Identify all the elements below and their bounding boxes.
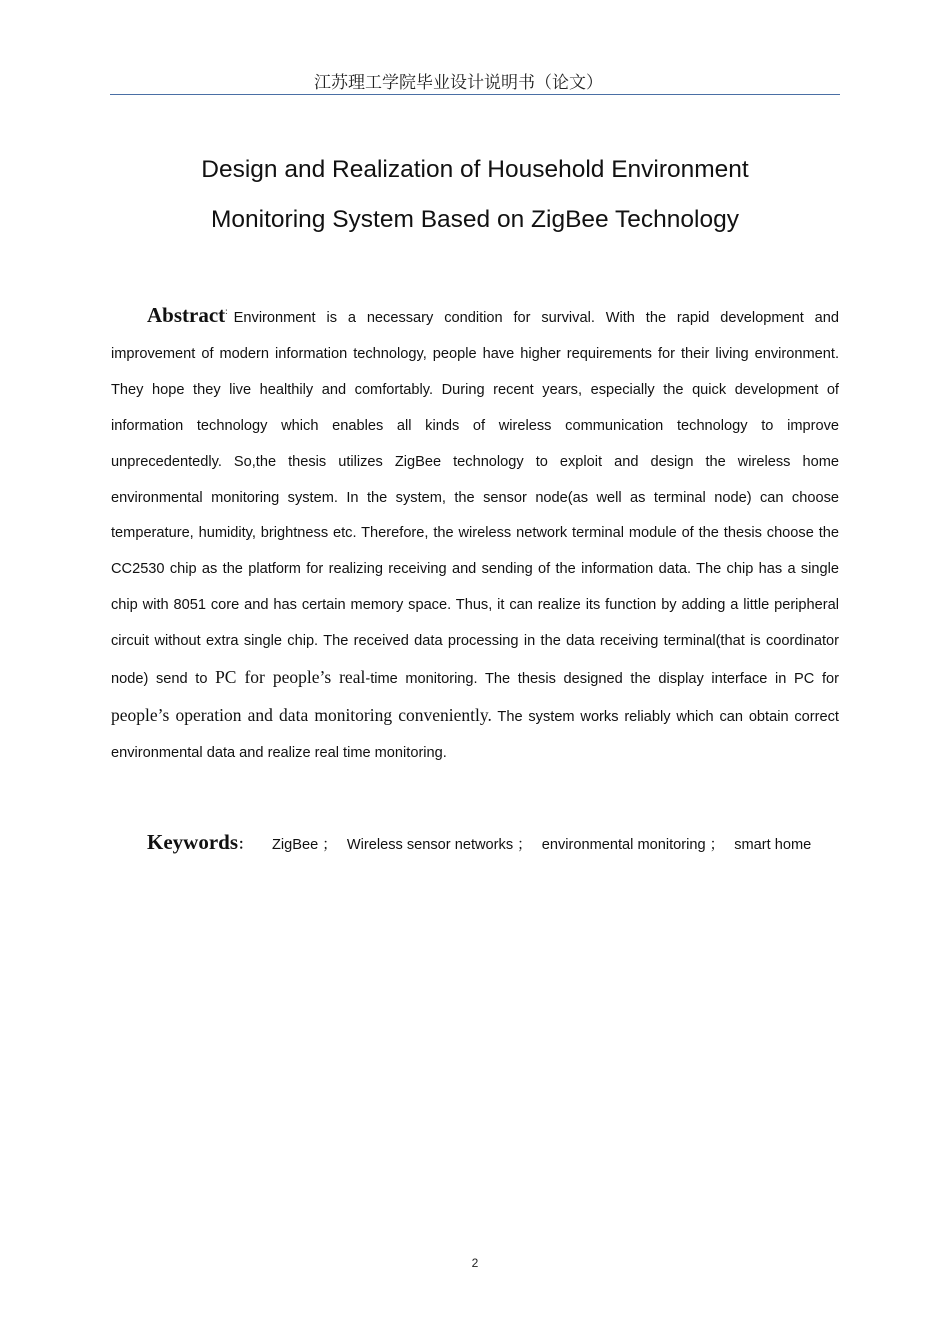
title-line-2: Monitoring System Based on ZigBee Technology (211, 206, 739, 233)
keywords-label-text: Keywords (147, 830, 238, 854)
keyword-item: Wireless sensor networks (346, 837, 514, 853)
abstract-label (147, 303, 228, 327)
paper-title (110, 145, 840, 245)
abstract-text-3: The system works reliably which can obtain correct environmental data and realize real time monitoring. (111, 708, 839, 761)
abstract-colon: : (225, 306, 228, 316)
running-header: 江苏理工学院毕业设计说明书（论文） (314, 73, 603, 93)
abstract-text-serif-2: people’s operation and data monitoring conveniently. (111, 704, 492, 725)
abstract-text-2: -time monitoring. The thesis designed the display interface in PC for (365, 671, 839, 688)
keyword-separator: ； (709, 837, 725, 853)
keyword-separator: ； (517, 837, 532, 853)
keyword-item: ZigBee (272, 837, 319, 853)
keywords-colon: ： (238, 838, 252, 853)
keywords-label (147, 830, 252, 854)
page-number: 2 (471, 1256, 479, 1270)
abstract-text-serif-1: PC for people’s real (215, 667, 366, 688)
keyword-item: environmental monitoring (541, 837, 706, 853)
abstract-label-text: Abstract (147, 303, 226, 327)
title-line-1: Design and Realization of Household Environment (201, 156, 749, 183)
keyword-separator: ； (322, 837, 337, 853)
header-rule (110, 94, 840, 95)
abstract-text-1: Environment is a necessary condition for survival. With the rapid development and improvement of modern information technology, people have higher requirements for their living environment. They hope they live healthily and comfortably. During recent years, especially the quick development of information technology which enables all kinds of wireless communication technology to improve unprecedentedly. So,the thesis utilizes ZigBee technology to exploit and design the wireless home environmental monitoring system. In the system, the sensor node(as well as terminal node) can choose temperature, humidity, brightness etc. Therefore, the wireless network terminal module of the thesis choose the CC2530 chip as the platform for realizing receiving and sending of the information data. The chip has a single chip with 8051 core and has certain memory space. Thus, it can realize its function by adding a little peripheral circuit without extra single chip. The received data processing in the data receiving terminal(that is coordinator node) send to (111, 310, 839, 688)
keywords-line (147, 824, 847, 864)
keyword-item: smart home (734, 837, 812, 853)
abstract-paragraph (111, 294, 839, 772)
